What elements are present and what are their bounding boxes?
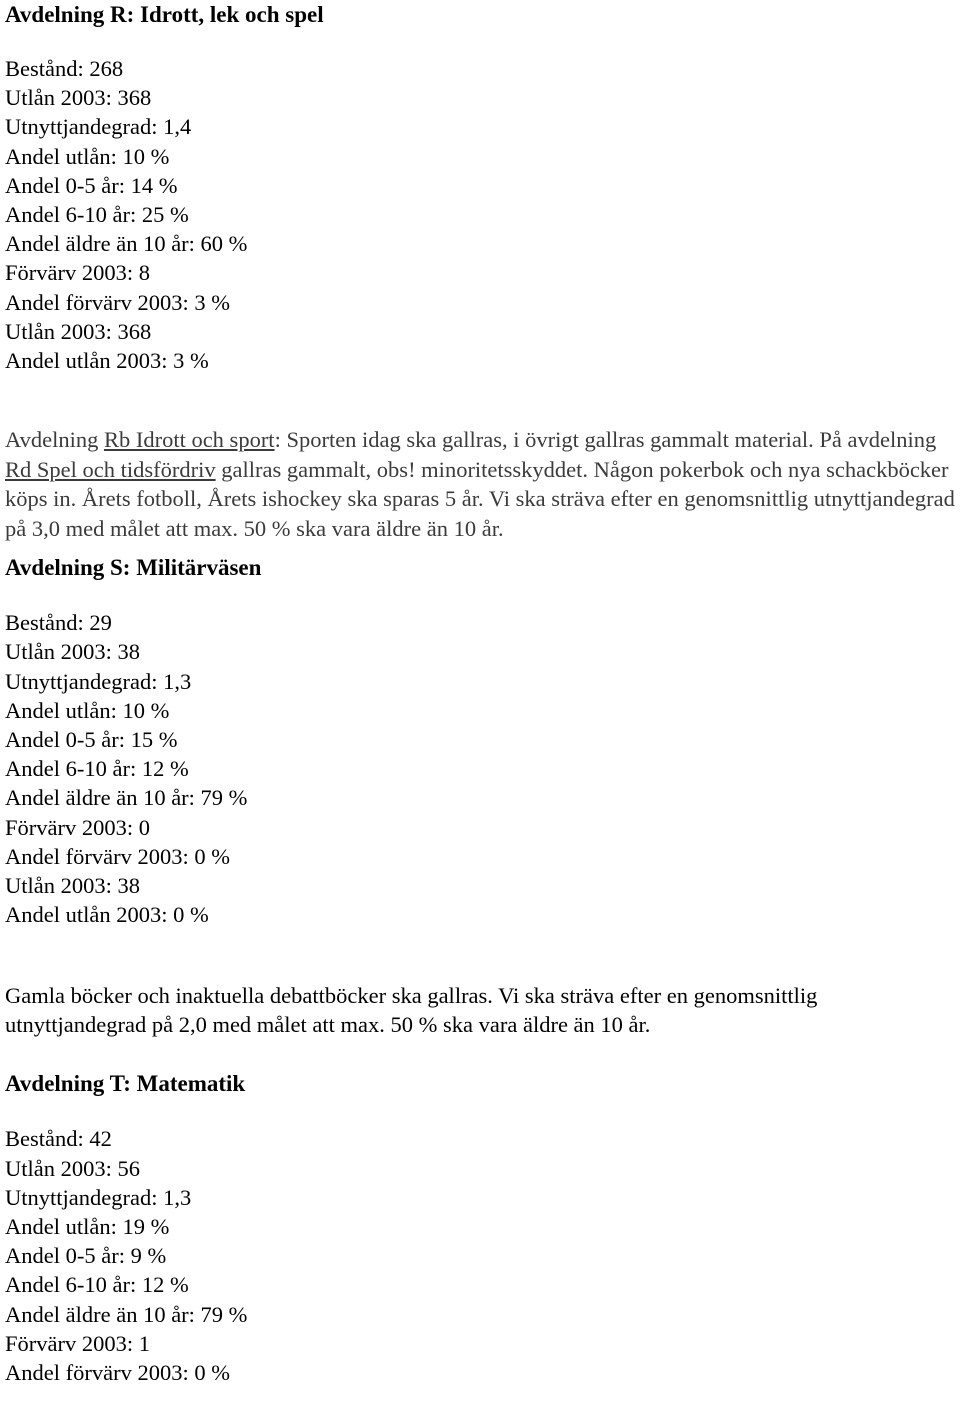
- stat-line: Andel förvärv 2003: 0 %: [5, 843, 230, 869]
- stat-line: Utnyttjandegrad: 1,3: [5, 1184, 192, 1210]
- stat-line: Bestånd: 268: [5, 56, 124, 81]
- stat-line: Utnyttjandegrad: 1,3: [5, 668, 192, 694]
- stat-line: Utlån 2003: 368: [5, 318, 152, 344]
- stat-line: Utlån 2003: 368: [5, 85, 152, 111]
- stat-line: Förvärv 2003: 1: [5, 1330, 150, 1356]
- stat-line: Utlån 2003: 38: [5, 873, 140, 899]
- stat-line: Förvärv 2003: 8: [5, 260, 150, 286]
- stat-line: Andel 0-5 år: 14 %: [5, 172, 178, 198]
- stats-list-r: [5, 54, 955, 375]
- document-page: [5, 0, 955, 1387]
- stats-list-t: [5, 1124, 955, 1387]
- stat-line: Andel 6-10 år: 25 %: [5, 202, 189, 228]
- section-paragraph-r: [5, 425, 955, 543]
- paragraph-text: gallras gammalt, obs! minoritetsskyddet. Någon pokerbok och nya schackböcker köps in. Årets fotboll, Årets ishockey ska sparas 5 år. Vi ska sträva efter en genomsnittlig utnyttjandegrad på 3,0 med målet att max. 50 % ska vara äldre än 10 år.: [5, 456, 955, 541]
- stat-line: Andel utlån: 10 %: [5, 143, 170, 169]
- section-heading-r: Avdelning R: Idrott, lek och spel: [5, 2, 324, 27]
- stats-list-s: [5, 608, 955, 929]
- section-heading-t: Avdelning T: Matematik: [5, 1071, 246, 1097]
- stat-line: Utlån 2003: 38: [5, 639, 140, 665]
- link-rb-idrott-och-sport[interactable]: Rb Idrott och sport: [103, 427, 275, 453]
- stat-line: Andel utlån 2003: 0 %: [5, 902, 209, 928]
- stat-line: Andel äldre än 10 år: 79 %: [5, 1301, 248, 1327]
- paragraph-text: : Sporten idag ska gallras, i övrigt gallras gammalt material. På avdelning: [274, 427, 937, 453]
- stat-line: Andel 6-10 år: 12 %: [5, 756, 189, 782]
- section-paragraph-s: Gamla böcker och inaktuella debattböcker ska gallras. Vi ska sträva efter en genomsnittlig utnyttjandegrad på 2,0 med målet att max. 50 % ska vara äldre än 10 år.: [5, 983, 818, 1038]
- stat-line: Andel förvärv 2003: 0 %: [5, 1360, 230, 1386]
- stat-line: Andel förvärv 2003: 3 %: [5, 289, 230, 315]
- paragraph-text: Avdelning: [5, 427, 104, 453]
- stat-line: Andel 0-5 år: 15 %: [5, 727, 178, 753]
- stat-line: Andel 6-10 år: 12 %: [5, 1272, 189, 1298]
- stat-line: Utnyttjandegrad: 1,4: [5, 114, 192, 140]
- stat-line: Andel utlån: 10 %: [5, 697, 170, 723]
- stat-line: Andel utlån 2003: 3 %: [5, 348, 209, 374]
- stat-line: Utlån 2003: 56: [5, 1155, 140, 1181]
- stat-line: Bestånd: 42: [5, 1126, 112, 1152]
- link-rd-spel-och-tidsfordriv[interactable]: Rd Spel och tidsfördriv: [5, 456, 216, 482]
- stat-line: Andel äldre än 10 år: 79 %: [5, 785, 248, 811]
- stat-line: Bestånd: 29: [5, 610, 112, 636]
- stat-line: Andel 0-5 år: 9 %: [5, 1243, 167, 1269]
- stat-line: Andel utlån: 19 %: [5, 1214, 170, 1240]
- stat-line: Andel äldre än 10 år: 60 %: [5, 231, 248, 257]
- stat-line: Förvärv 2003: 0: [5, 814, 150, 840]
- section-heading-s: Avdelning S: Militärväsen: [5, 555, 262, 581]
